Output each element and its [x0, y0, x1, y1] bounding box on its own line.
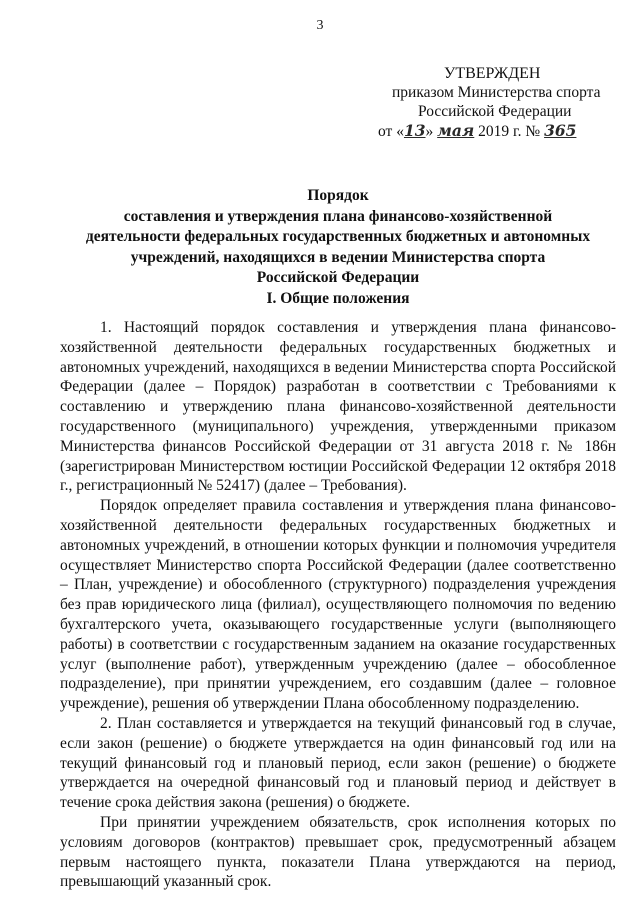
- approval-org-line: Российской Федерации: [418, 103, 572, 120]
- title-line-3: деятельности федеральных государственных бюджетных и автономных: [85, 228, 591, 245]
- paragraph: Порядок определяет правила составления и утверждения плана финансово-хозяйственной деятельности федеральных государственных бюджетных и автономных учреждений, в отношении которых функции и полномочия учредителя осуществляет Министерство спорта Российской Федерации (далее соответственно – План, учреждение) и обособленного (структурного) подразделения учреждения без прав юридического лица (филиал), осуществляющего полномочия по ведению бухгалтерского учета, оказывающего государственные услуги (выполняющего работы) в соответствии с государственным заданием на оказание государственных услуг (выполнение работ), утвержденным учреждению (далее – обособленное подразделение), при принятии учреждением, его создавшим (далее – головное учреждение), решения об утверждении Плана обособленному подразделению.: [60, 497, 616, 713]
- approval-date-line: [378, 121, 628, 141]
- approval-title: УТВЕРЖДЕН: [444, 65, 541, 82]
- handwritten-day: 13: [403, 121, 426, 140]
- paragraph: При принятии учреждением обязательств, срок исполнения которых по условиям договоров (контрактов) превышает срок, предусмотренный абзацем первым настоящего пункта, показатели Плана утверждаются на период, превышающий указанный срок.: [60, 813, 616, 891]
- title-line-1: Порядок: [307, 187, 369, 204]
- document-body: [60, 318, 616, 892]
- date-prefix: от «: [378, 123, 404, 140]
- title-line-4: учреждений, находящихся в ведении Министерства спорта: [130, 248, 546, 266]
- document-title: [60, 186, 616, 289]
- handwritten-month: мая: [437, 121, 475, 140]
- approval-stamp: [378, 64, 628, 141]
- handwritten-number: 365: [544, 121, 577, 140]
- title-line-2: составления и утверждения плана финансово-хозяйственной: [123, 207, 553, 225]
- title-line-5: Российской Федерации: [256, 269, 420, 286]
- paragraph: 1. Настоящий порядок составления и утверждения плана финансово-хозяйственной деятельности федеральных государственных бюджетных и автономных учреждений, находящихся в ведении Министерства спорта Российской Федерации (далее – Порядок) разработан в соответствии с Требованиями к составлению и утверждению плана финансово-хозяйственной деятельности государственного (муниципального) учреждения, утвержденными приказом Министерства финансов Российской Федерации от 31 августа 2018 г. № 186н (зарегистрирован Министерством юстиции Российской Федерации 12 октября 2018 г., регистрационный № 52417) (далее – Требования).: [60, 319, 616, 495]
- page-number: 3: [316, 18, 324, 33]
- section-heading: I. Общие положения: [266, 290, 410, 307]
- year-text: 2019 г. №: [474, 123, 545, 140]
- date-mid: »: [425, 123, 438, 140]
- paragraph: 2. План составляется и утверждается на текущий финансовый год в случае, если закон (решение) о бюджете утверждается на один финансовый год или на текущий финансовый год и плановый период, если закон (решение) о бюджете утверждается на очередной финансовый год и плановый период и действует в течение срока действия закона (решения) о бюджете.: [60, 714, 616, 812]
- approval-order-line: приказом Министерства спорта: [392, 84, 601, 101]
